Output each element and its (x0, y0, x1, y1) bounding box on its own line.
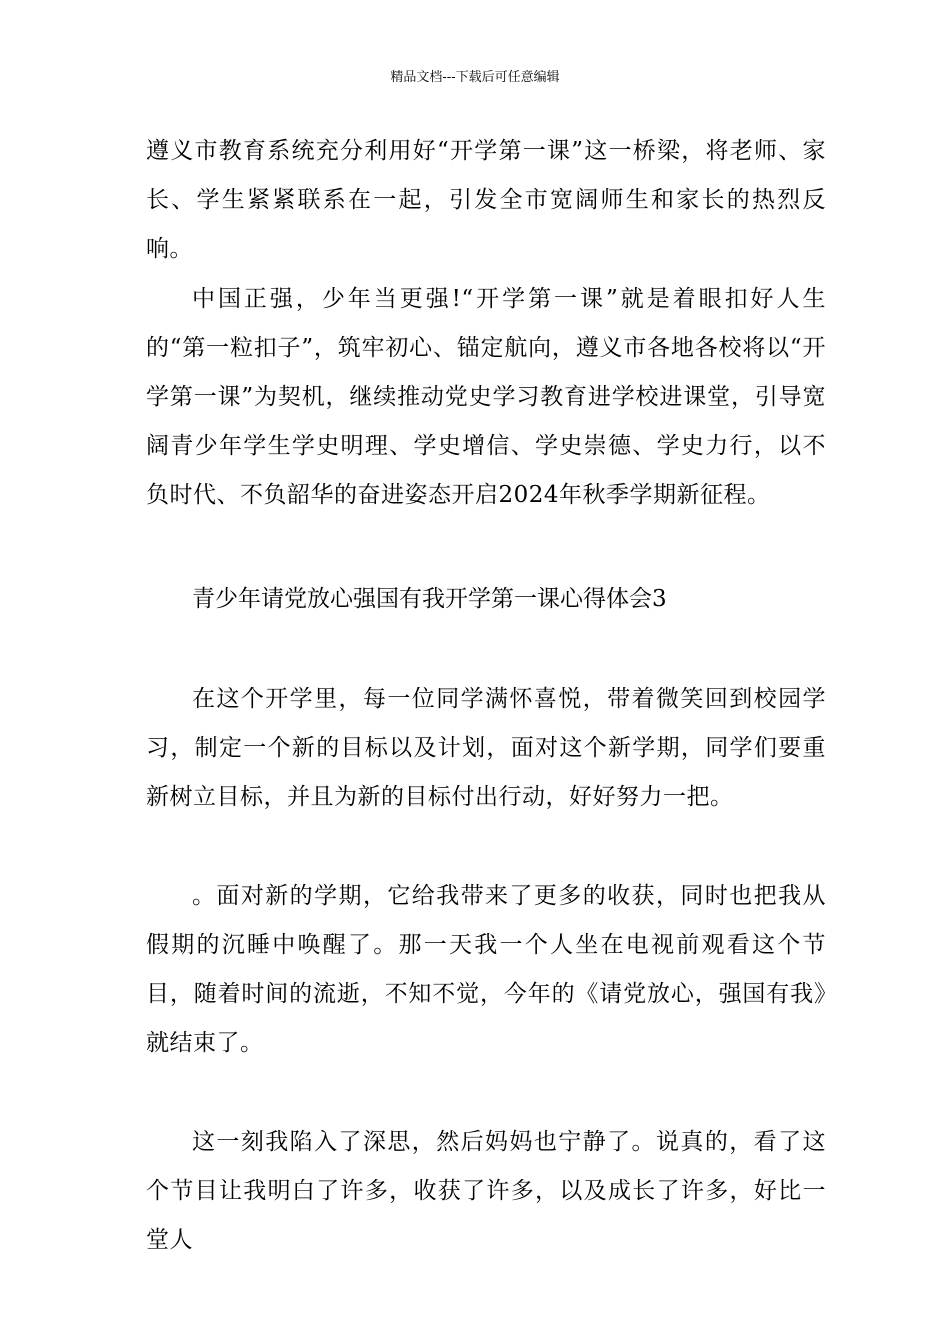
paragraph-4: 。面对新的学期，它给我带来了更多的收获，同时也把我从假期的沉睡中唤醒了。那一天我一个人坐在电视前观看这个节目，随着时间的流逝，不知不觉，今年的《请党放心，强国有我》就结束了。 (146, 883, 826, 1056)
section-heading: 青少年请党放心强国有我开学第一课心得体会3 (192, 586, 667, 612)
paragraph-3: 在这个开学里，每一位同学满怀喜悦，带着微笑回到校园学习，制定一个新的目标以及计划，面对这个新学期，同学们要重新树立目标，并且为新的目标付出行动，好好努力一把。 (146, 686, 826, 810)
paragraph-2: 中国正强，少年当更强!“开学第一课”就是着眼扣好人生的“第一粒扣子”，筑牢初心、锚定航向，遵义市各地各校将以“开学第一课”为契机，继续推动党史学习教育进学校进课堂，引导宽阔青少年学生学史明理、学史增信、学史崇德、学史力行，以不负时代、不负韶华的奋进姿态开启2024年秋季学期新征程。 (146, 286, 826, 508)
paragraph-5: 这一刻我陷入了深思，然后妈妈也宁静了。说真的，看了这个节目让我明白了许多，收获了许多，以及成长了许多，好比一堂人 (146, 1129, 826, 1253)
page-header: 精品文档---下载后可任意编辑 (390, 70, 560, 85)
paragraph-1: 遵义市教育系统充分利用好“开学第一课”这一桥梁，将老师、家长、学生紧紧联系在一起，引发全市宽阔师生和家长的热烈反响。 (146, 138, 826, 262)
